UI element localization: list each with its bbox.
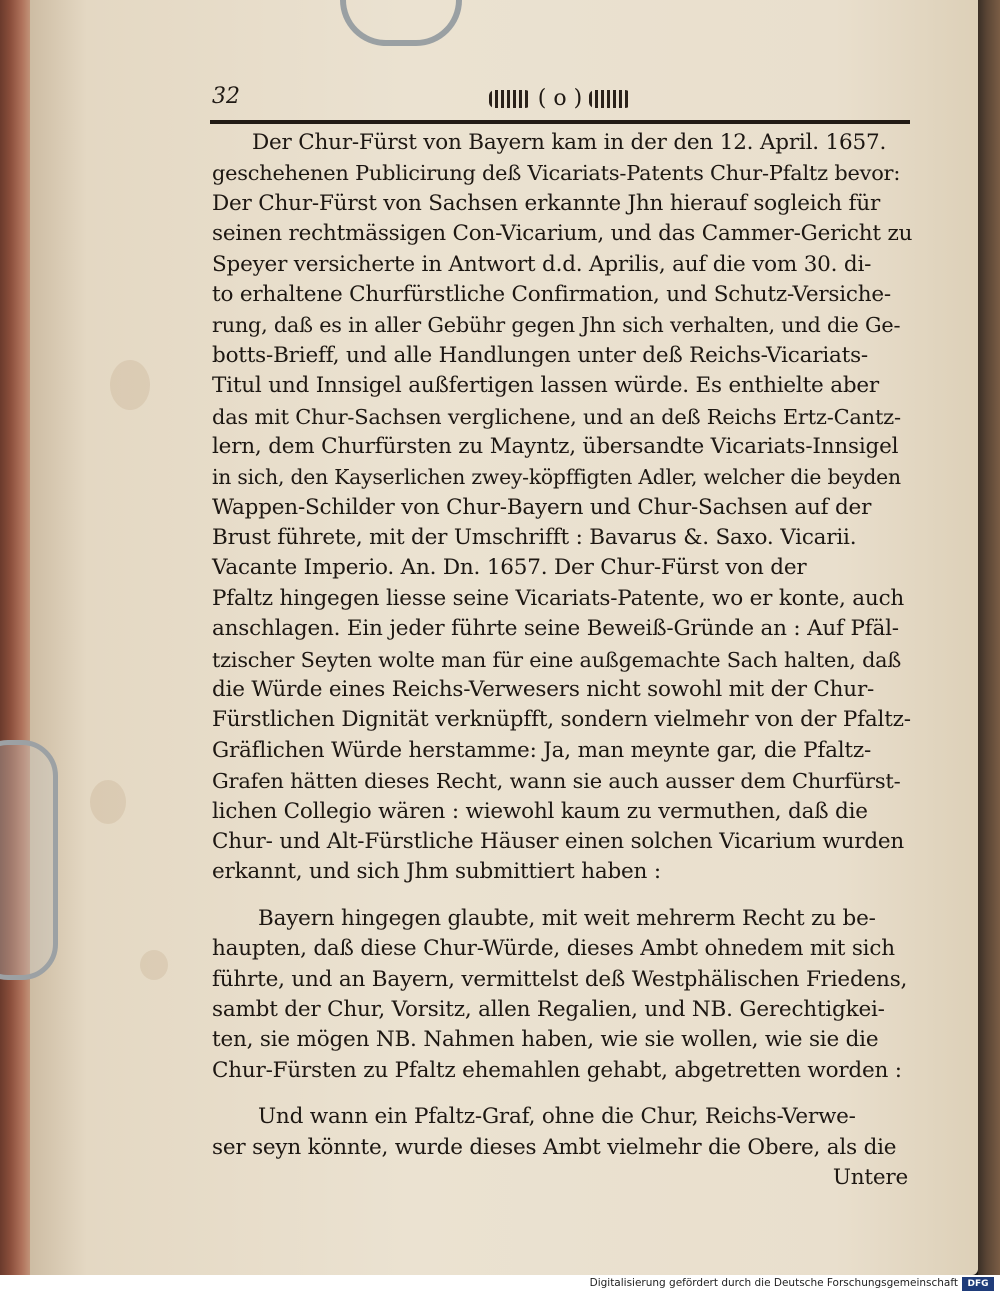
text-line: sambt der Chur, Vorsitz, allen Regalien, und NB. Gerechtigkei- — [212, 996, 885, 1022]
text-line: tzischer Seyten wolte man für eine außgemachte Sach halten, daß — [212, 647, 902, 672]
text-line: Fürstlichen Dignität verknüpfft, sondern vielmehr von der Pfaltz- — [212, 707, 911, 733]
footer-bar — [0, 1275, 1000, 1293]
footer-credit: Digitalisierung gefördert durch die Deutsche Forschungsgemeinschaft — [589, 1277, 958, 1289]
paragraph — [212, 1102, 912, 1163]
text-line: Titul und Innsigel außfertigen lassen würde. Es enthielte aber — [212, 373, 879, 399]
text-line: to erhaltene Churfürstliche Confirmation, und Schutz-Versiche- — [212, 281, 892, 307]
text-line: lichen Collegio wären : wiewohl kaum zu vermuthen, daß die — [212, 798, 868, 824]
text-line: seinen rechtmässigen Con-Vicarium, und das Cammer-Gericht zu — [212, 221, 913, 247]
page-header — [212, 82, 910, 118]
text-line: Chur-Fürsten zu Pfaltz ehemahlen gehabt, abgetretten worden : — [212, 1057, 902, 1083]
header-ornament — [480, 82, 640, 116]
page-number: 32 — [212, 84, 240, 109]
text-line: geschehenen Publicirung deß Vicariats-Patents Chur-Pfaltz bevor: — [212, 161, 901, 186]
text-line: anschlagen. Ein jeder führte seine Beweiß-Gründe an : Auf Pfäl- — [212, 616, 899, 642]
paper-stain — [90, 780, 126, 824]
text-line: Brust führete, mit der Umschrifft : Bavarus &. Saxo. Vicarii. — [212, 525, 857, 551]
text-line: Bayern hingegen glaubte, mit weit mehrerm Recht zu be- — [258, 905, 876, 931]
text-line: Der Chur-Fürst von Bayern kam in der den 12. April. 1657. — [252, 130, 887, 155]
text-line: Und wann ein Pfaltz-Graf, ohne die Chur, Reichs-Verwe- — [258, 1104, 856, 1130]
text-line: Gräflichen Würde herstamme: Ja, man meynte gar, die Pfaltz- — [212, 737, 872, 763]
paper-stain — [140, 950, 168, 980]
paragraph — [212, 128, 912, 888]
flourish-right-icon — [589, 90, 631, 108]
paragraph — [212, 904, 912, 1086]
text-line: botts-Brieff, und alle Handlungen unter deß Reichs-Vicariats- — [212, 342, 868, 368]
text-line: Pfaltz hingegen liesse seine Vicariats-Patente, wo er konte, auch — [212, 585, 905, 611]
text-line: Wappen-Schilder von Chur-Bayern und Chur-Sachsen auf der — [212, 494, 872, 520]
text-line: Chur- und Alt-Fürstliche Häuser einen solchen Vicarium wurden — [212, 828, 905, 854]
text-line: rung, daß es in aller Gebühr gegen Jhn sich verhalten, und die Ge- — [212, 313, 901, 338]
text-line: Speyer versicherte in Antwort d.d. Aprilis, auf die vom 30. di- — [212, 251, 872, 277]
right-page-edge — [978, 0, 1000, 1275]
text-line: Vacante Imperio. An. Dn. 1657. Der Chur-Fürst von der — [212, 555, 807, 581]
text-line: erkannt, und sich Jhm submittiert haben : — [212, 859, 661, 885]
left-page-edges — [0, 0, 34, 1275]
text-line: haupten, daß diese Chur-Würde, dieses Ambt ohnedem mit sich — [212, 936, 895, 962]
text-line: Grafen hätten dieses Recht, wann sie auch ausser dem Churfürst- — [212, 769, 901, 794]
paper-stain — [110, 360, 150, 410]
text-line: Der Chur-Fürst von Sachsen erkannte Jhn hierauf sogleich für — [212, 190, 881, 216]
text-line: ten, sie mögen NB. Nahmen haben, wie sie wollen, wie sie die — [212, 1027, 879, 1053]
text-line: das mit Chur-Sachsen verglichene, und an deß Reichs Ertz-Cantz- — [212, 404, 901, 429]
header-rule — [210, 120, 910, 124]
text-line: die Würde eines Reichs-Verwesers nicht sowohl mit der Chur- — [212, 677, 875, 703]
metal-page-clip — [0, 740, 58, 980]
catchword: Untere — [832, 1164, 908, 1190]
text-line: führte, und an Bayern, vermittelst deß Westphälischen Friedens, — [212, 966, 908, 992]
text-line: ser seyn könnte, wurde dieses Ambt vielmehr die Obere, als die — [212, 1134, 897, 1160]
text-line: in sich, den Kayserlichen zwey-köpffigten Adler, welcher die beyden — [212, 465, 901, 490]
page-body — [212, 128, 912, 1193]
text-line: lern, dem Churfürsten zu Mayntz, übersandte Vicariats-Innsigel — [212, 433, 899, 459]
ornament-text: ( o ) — [537, 86, 583, 111]
flourish-left-icon — [489, 90, 531, 108]
dfg-logo: DFG — [962, 1277, 994, 1291]
